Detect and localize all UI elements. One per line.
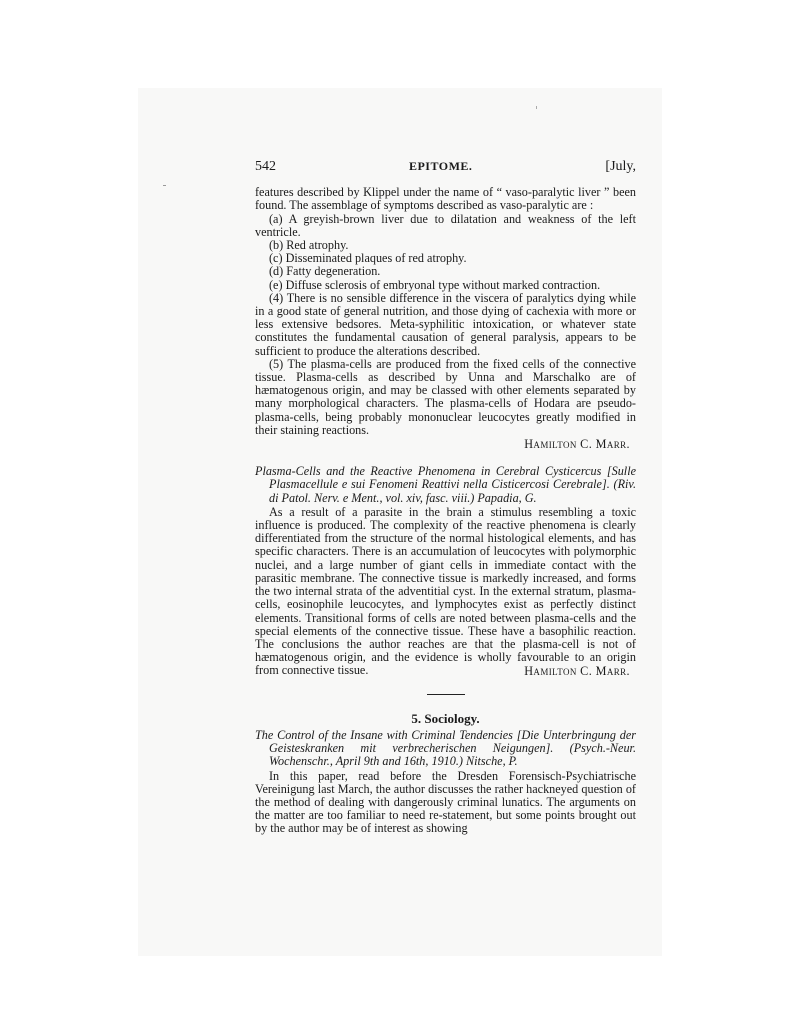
section-heading: 5. Sociology. [411,710,480,726]
list-item: (b) Red atrophy. [269,238,349,253]
running-title: EPITOME. [408,159,473,173]
author-signature: Hamilton C. Marr. [524,437,630,452]
paragraph-point-5: (5) The plasma-cells are produced from the fixed cells of the connective tissue. Plasma-cells as described by Unna and Marschalko are of hæmatogenous origin, and may be classed with other elements separated by many morphological characters. The plasma-cells of Hodara are pseudo-plasma-cells, being probably mononuclear leucocytes greatly modified in their staining reactions. [255,356,636,437]
article-body: As a result of a parasite in the brain a stimulus resembling a toxic influence is produced. The complexity of the reactive phenomena is clearly differentiated from the structure of the normal histological elements, and has specific characters. There is an accumulation of leucocytes with polymorphic nuclei, and a large number of giant cells in immediate contact with the parasitic membrane. The connective tissue is markedly increased, and forms the two internal strata of the adventitial cyst. In the external stratum, plasma-cells, eosinophile leucocytes, and lymphocytes exist as perfectly distinct elements. Transitional forms of cells are noted between plasma-cells and the special elements of the connective tissue. These have a basophilic reaction. The conclusions the author reaches are that the plasma-cell is not of hæmatogenous origin, and the evidence is wholly favourable to an origin from connective tissue. [255,504,636,678]
article-reference: Plasma-Cells and the Reactive Phenomena in Cerebral Cysticercus [Sulle Plasmacellule e sui Fenomeni Reattivi nella Cisticercosi Cerebrale]. (Riv. di Patol. Nerv. e Ment., vol. xiv, fasc. viii.) Papadia, G. [255,464,636,505]
list-item: (e) Diffuse sclerosis of embryonal type without marked contraction. [269,277,601,292]
list-item: (a) A greyish-brown liver due to dilatation and weakness of the left ventricle. [255,211,636,239]
section-divider [427,694,465,695]
article-reference: The Control of the Insane with Criminal Tendencies [Die Unterbringung der Geisteskranken mit verbrecherischen Neigungen]. (Psych.-Neur. Wochenschr., April 9th and 16th, 1910.) Nitsche, P. [255,727,636,769]
paragraph-point-4: (4) There is no sensible difference in the viscera of paralytics dying while in a good state of general nutrition, and those dying of cachexia with more or less extensive bedsores. Meta-syphilitic intoxication, or whatever state constitutes the fundamental causation of general paralysis, appears to be sufficient to produce the alterations described. [255,290,636,358]
list-item: (d) Fatty degeneration. [269,264,381,279]
running-header [255,160,636,173]
page-number: 542 [255,159,276,174]
scan-mark [536,106,537,109]
paragraph-intro: features described by Klippel under the name of “ vaso-paralytic liver ” been found. The assemblage of symptoms described as vaso-paralytic are : [255,185,636,213]
text-column [255,160,636,836]
article-body: In this paper, read before the Dresden Forensisch-Psychiatrische Vereinigung last March, the author discusses the rather hackneyed question of the method of dealing with dangerously criminal lunatics. The arguments on the matter are too familiar to need re-statement, but some points brought out by the author may be of interest as showing [255,768,636,836]
list-item: (c) Disseminated plaques of red atrophy. [269,251,467,266]
scan-mark [163,185,166,186]
header-date: [July, [605,159,636,174]
author-signature: Hamilton C. Marr. [524,663,630,678]
symptom-list [255,213,636,292]
